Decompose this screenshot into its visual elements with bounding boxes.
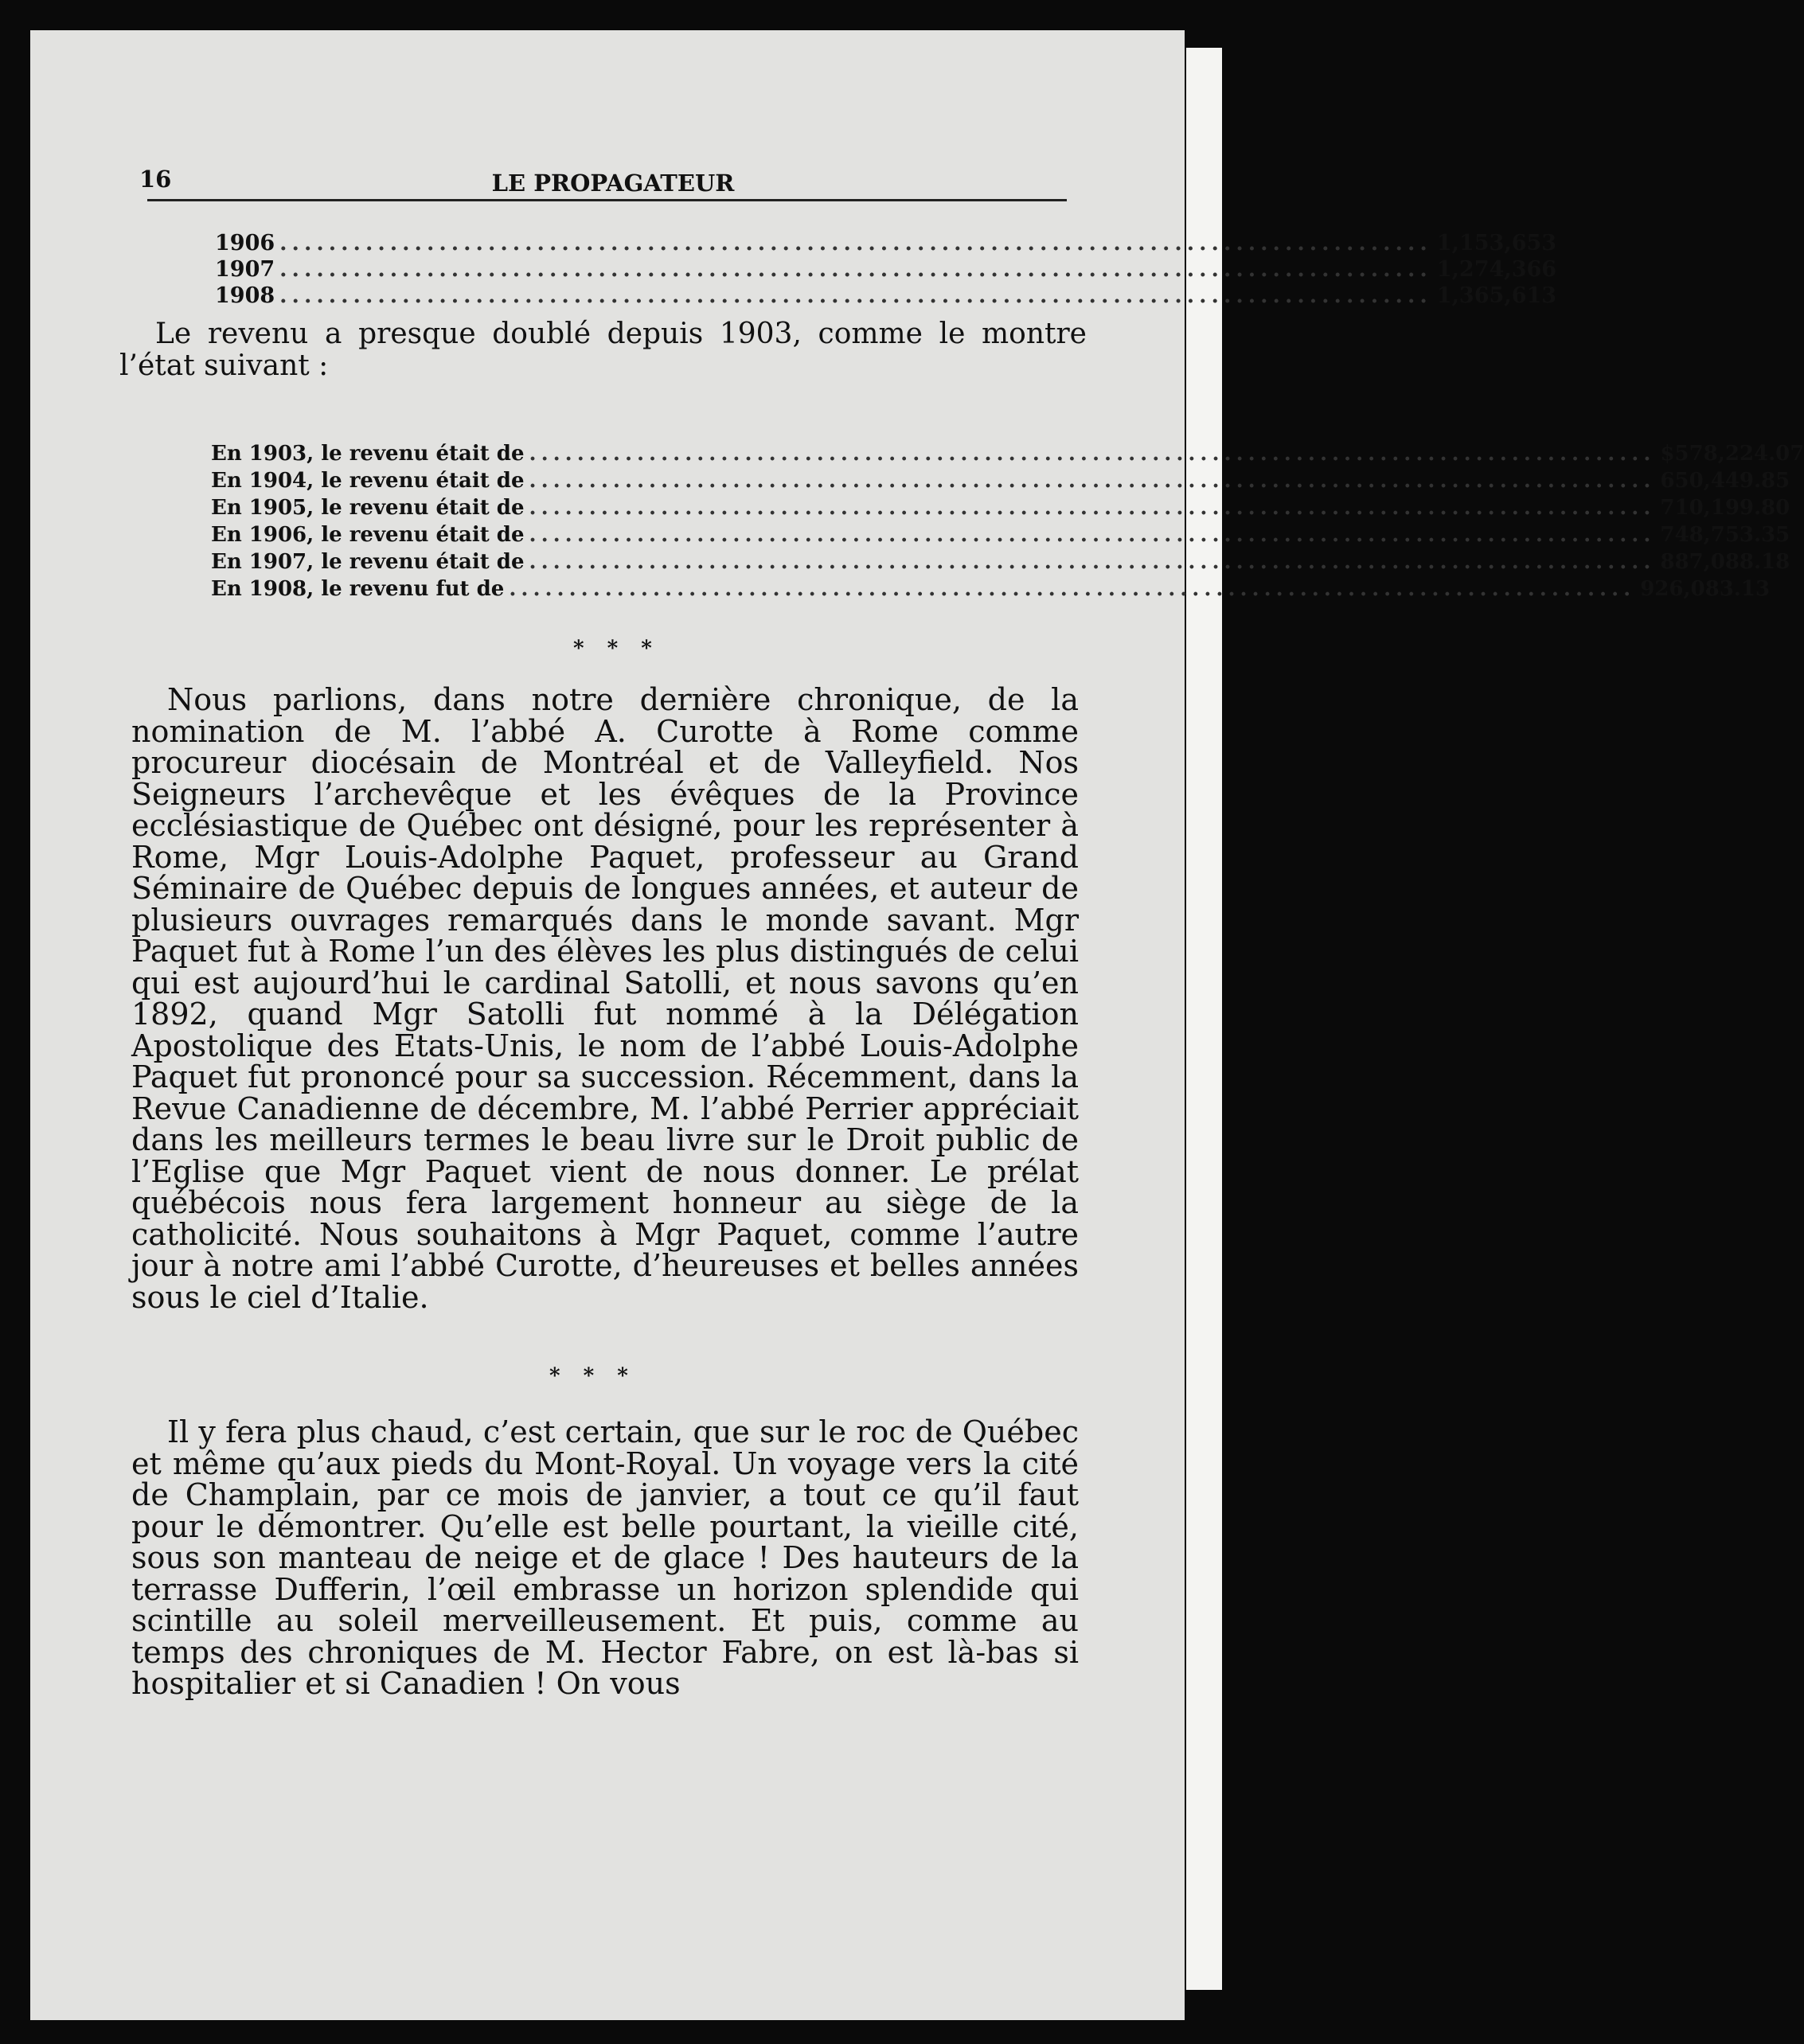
year-label: 1908 (215, 283, 275, 308)
revenue-label: En 1908, le revenu fut de (211, 577, 505, 601)
revenue-row: En 1903, le revenu était de .............................................................................................. $578,224.07 (211, 442, 1804, 466)
revenue-value: 650,449.85 (1660, 469, 1790, 493)
revenue-value: 748,753.35 (1660, 523, 1790, 547)
running-head (139, 166, 1087, 197)
revenue-label: En 1907, le revenu était de (211, 550, 525, 574)
revenue-value: 710,199.80 (1660, 496, 1790, 520)
revenue-row: En 1905, le revenu était de .............................................................................................. 710,199.80 (211, 496, 1790, 520)
body-paragraph: Il y fera plus chaud, c’est certain, que sur le roc de Québec et même qu’aux pieds du Mont-Royal. Un voyage vers la cité de Champlain, par ce mois de janvier, a tout ce qu’il faut pour le démontrer. Qu’elle est belle pourtant, la vieille cité, sous son manteau de neige et de glace ! Des hauteurs de la terrasse Dufferin, l’œil embrasse un horizon splendide qui scintille au soleil merveilleusement. Et puis, comme au temps des chroniques de M. Hector Fabre, on est là-bas si hospitalier et si Canadien ! On vous (131, 1414, 1079, 1701)
table-row: 1907 .............................................................................................. 1,274,366 (215, 257, 1557, 282)
body-paragraph: Nous parlions, dans notre dernière chronique, de la nomination de M. l’abbé A. Curotte à Rome comme procureur diocésain de Montréal et de Valleyfield. Nos Seigneurs l’archevêque et les évêques de la Province ecclésiastique de Québec ont désigné, pour les représenter à Rome, Mgr Louis-Adolphe Paquet, professeur au Grand Séminaire de Québec depuis de longues années, et auteur de plusieurs ouvrages remarqués dans le monde savant. Mgr Paquet fut à Rome l’un des élèves les plus distingués de celui qui est aujourd’hui le cardinal Satolli, et nous savons qu’en 1892, quand Mgr Satolli fut nommé à la Délégation Apostolique des Etats-Unis, le nom de l’abbé Louis-Adolphe Paquet fut prononcé pour sa succession. Récemment, dans la Revue Canadienne de décembre, M. l’abbé Perrier appréciait dans les meilleurs termes le beau livre sur le Droit public de l’Eglise que Mgr Paquet vient de nous donner. Le prélat québécois nous fera largement honneur au siège de la catholicité. Nous souhaitons à Mgr Paquet, comme l’autre jour à notre ami l’abbé Curotte, d’heureuses et belles années sous le ciel d’Italie. (131, 682, 1079, 1315)
revenue-row: En 1907, le revenu était de .............................................................................................. 887,088.18 (211, 550, 1790, 574)
revenue-row: En 1908, le revenu fut de .............................................................................................. 926,083.13 (211, 577, 1771, 601)
revenue-label: En 1904, le revenu était de (211, 469, 525, 493)
revenue-label: En 1905, le revenu était de (211, 496, 525, 520)
table-row: 1906 .............................................................................................. 1,153,653 (215, 231, 1557, 256)
next-page-edge (1186, 48, 1222, 1990)
year-value: 1,274,366 (1436, 257, 1557, 282)
year-label: 1906 (215, 231, 275, 256)
revenue-value: 887,088.18 (1660, 550, 1790, 574)
year-value: 1,365,613 (1436, 283, 1557, 308)
revenue-row: En 1906, le revenu était de .............................................................................................. 748,753.35 (211, 523, 1790, 547)
section-separator: * * * (573, 637, 660, 661)
revenue-label: En 1903, le revenu était de (211, 442, 525, 466)
year-label: 1907 (215, 257, 275, 282)
running-title: LE PROPAGATEUR (491, 170, 735, 197)
revenue-row: En 1904, le revenu était de .............................................................................................. 650,449.85 (211, 469, 1790, 493)
section-separator: * * * (549, 1364, 636, 1388)
revenue-value: $578,224.07 (1660, 442, 1804, 466)
table-row: 1908 .............................................................................................. 1,365,613 (215, 283, 1557, 308)
year-value: 1,153,653 (1436, 231, 1557, 256)
revenue-value: 926,083.13 (1640, 577, 1771, 601)
page-number: 16 (139, 166, 172, 193)
revenue-label: En 1906, le revenu était de (211, 523, 525, 547)
header-rule (147, 199, 1067, 201)
intro-paragraph: Le revenu a presque doublé depuis 1903, comme le montre l’état suivant : (119, 318, 1087, 382)
